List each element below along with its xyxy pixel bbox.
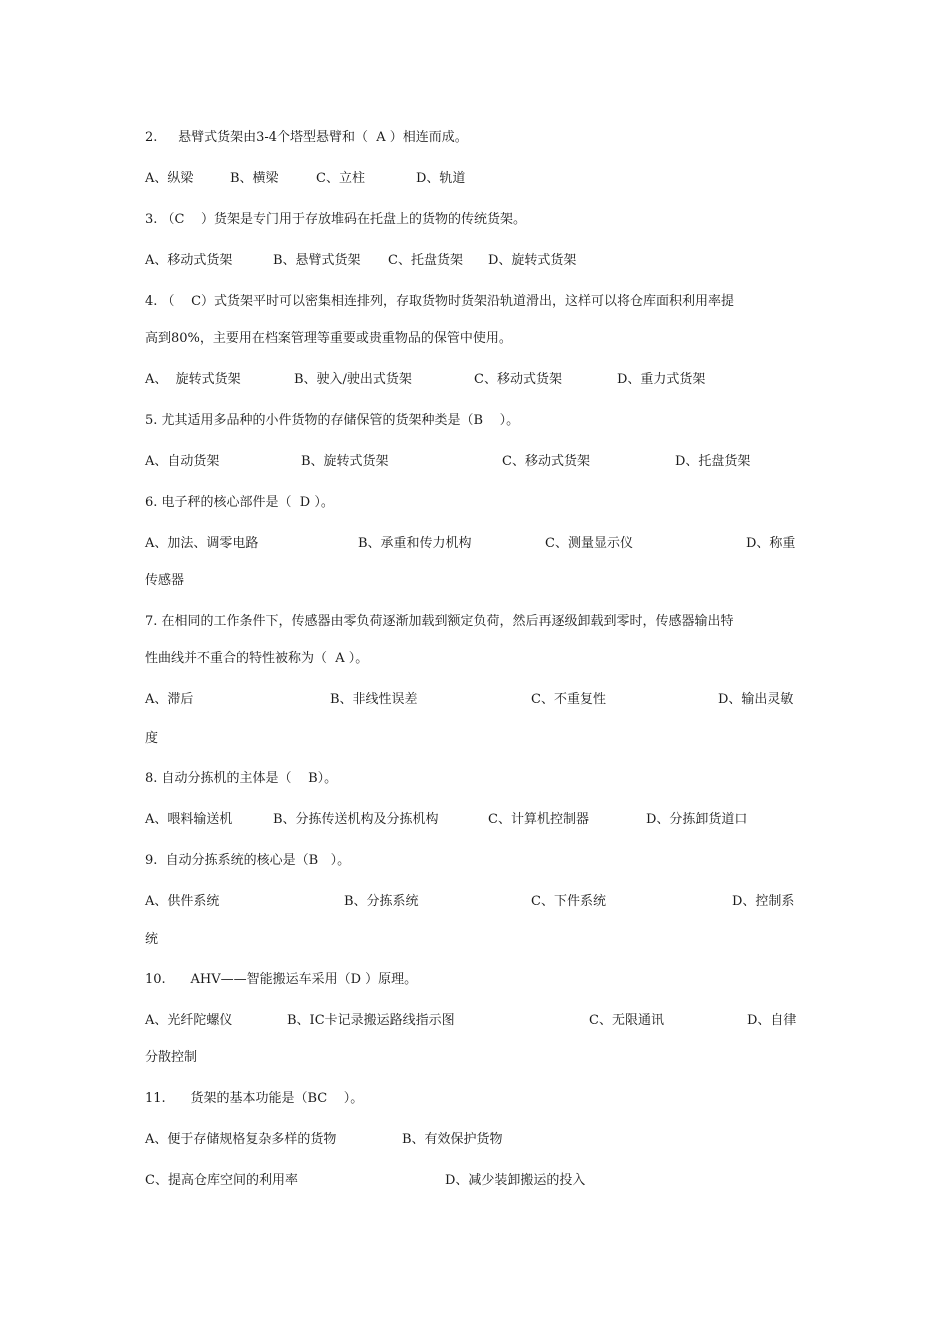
- question-5-option-b: B、旋转式货架: [301, 454, 389, 469]
- question-6-option-d: D、称重: [746, 536, 796, 551]
- question-10-option-c: C、无限通讯: [589, 1013, 664, 1028]
- question-6-option-d-wrap: 传感器: [145, 573, 185, 588]
- question-10-option-a: A、光纤陀螺仪: [145, 1013, 233, 1028]
- question-4-stem-line-1: 4. （ C）式货架平时可以密集相连排列，存取货物时货架沿轨道滑出，这样可以将仓库面积利用率提: [145, 294, 735, 309]
- question-8-option-c: C、计算机控制器: [488, 812, 589, 827]
- question-9-option-c: C、下件系统: [531, 894, 606, 909]
- question-8-option-b: B、分拣传送机构及分拣机构: [273, 812, 439, 827]
- question-9-stem: 9. 自动分拣系统的核心是（B ）。: [145, 853, 351, 868]
- question-5-option-a: A、自动货架: [145, 454, 220, 469]
- question-7-option-d-wrap: 度: [145, 731, 159, 746]
- question-3-option-a: A、移动式货架: [145, 253, 233, 268]
- question-7-option-c: C、不重复性: [531, 692, 606, 707]
- question-2-option-a: A、纵梁: [145, 171, 194, 186]
- question-2-option-d: D、轨道: [416, 171, 466, 186]
- question-5-stem: 5. 尤其适用多品种的小件货物的存储保管的货架种类是（B ）。: [145, 413, 520, 428]
- question-6-stem: 6. 电子秤的核心部件是（ D ）。: [145, 495, 334, 510]
- question-9-option-d: D、控制系: [732, 894, 795, 909]
- question-3-option-c: C、托盘货架: [388, 253, 463, 268]
- question-4-option-a: A、 旋转式货架: [145, 372, 241, 387]
- question-11-option-c: C、提高仓库空间的利用率: [145, 1173, 298, 1188]
- question-9-option-d-wrap: 统: [145, 932, 159, 947]
- question-4-option-c: C、移动式货架: [474, 372, 562, 387]
- question-9-option-b: B、分拣系统: [344, 894, 419, 909]
- question-10-stem: 10. AHV——智能搬运车采用（D ）原理。: [145, 972, 418, 987]
- question-8-option-d: D、分拣卸货道口: [646, 812, 748, 827]
- question-10-option-b: B、IC卡记录搬运路线指示图: [287, 1013, 455, 1028]
- question-11-option-a: A、便于存储规格复杂多样的货物: [145, 1132, 337, 1147]
- question-2-stem: 2. 悬臂式货架由3-4个塔型悬臂和（ A ）相连而成。: [145, 130, 468, 145]
- question-7-stem-line-2: 性曲线并不重合的特性被称为（ A ）。: [145, 651, 369, 666]
- question-8-stem: 8. 自动分拣机的主体是（ B）。: [145, 771, 338, 786]
- question-5-option-d: D、托盘货架: [675, 454, 751, 469]
- question-8-option-a: A、喂料输送机: [145, 812, 233, 827]
- question-10-option-d: D、自律: [747, 1013, 797, 1028]
- question-2-option-b: B、横梁: [230, 171, 279, 186]
- question-10-option-d-wrap: 分散控制: [145, 1050, 198, 1065]
- question-2-option-c: C、立柱: [316, 171, 365, 186]
- question-4-option-b: B、驶入/驶出式货架: [294, 372, 412, 387]
- question-3-stem: 3. （C ）货架是专门用于存放堆码在托盘上的货物的传统货架。: [145, 212, 527, 227]
- question-9-option-a: A、供件系统: [145, 894, 220, 909]
- question-11-option-d: D、减少装卸搬运的投入: [445, 1173, 586, 1188]
- question-7-option-d: D、输出灵敏: [718, 692, 794, 707]
- question-7-stem-line-1: 7. 在相同的工作条件下，传感器由零负荷逐渐加载到额定负荷，然后再逐级卸载到零时，传感器输出特: [145, 614, 734, 629]
- question-7-option-b: B、非线性误差: [330, 692, 418, 707]
- question-7-option-a: A、滞后: [145, 692, 194, 707]
- question-4-option-d: D、重力式货架: [617, 372, 706, 387]
- question-3-option-d: D、旋转式货架: [488, 253, 577, 268]
- question-3-option-b: B、悬臂式货架: [273, 253, 361, 268]
- question-5-option-c: C、移动式货架: [502, 454, 590, 469]
- question-6-option-b: B、承重和传力机构: [358, 536, 472, 551]
- question-11-option-b: B、有效保护货物: [402, 1132, 503, 1147]
- question-6-option-a: A、加法、调零电路: [145, 536, 259, 551]
- question-4-stem-line-2: 高到80%，主要用在档案管理等重要或贵重物品的保管中使用。: [145, 331, 512, 346]
- question-11-stem: 11. 货架的基本功能是（BC ）。: [145, 1091, 364, 1106]
- question-6-option-c: C、测量显示仪: [545, 536, 633, 551]
